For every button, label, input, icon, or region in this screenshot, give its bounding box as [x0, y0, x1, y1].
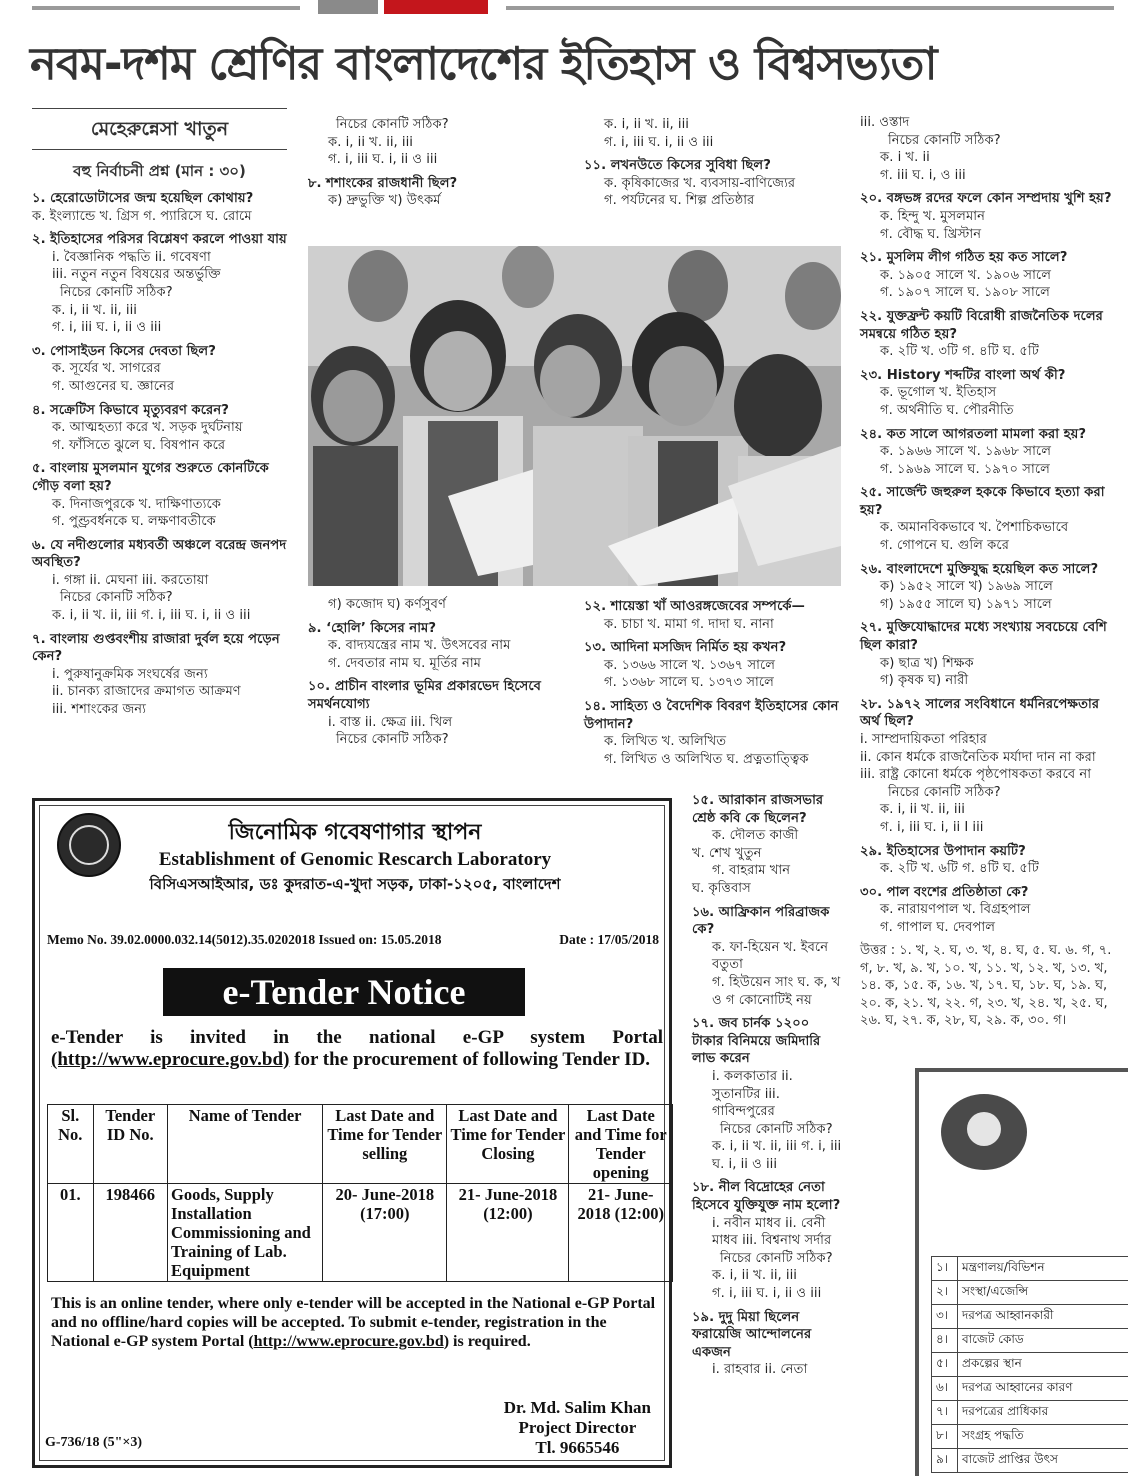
- answer-option: i. পুরুষানুক্রমিক সংঘর্ষের জন্য: [52, 666, 208, 682]
- question: ১. হেরোডোটাসের জন্ম হয়েছিল কোথায়?: [32, 191, 254, 206]
- answer-option: ক) ছাত্র খ) শিক্ষক: [880, 655, 974, 671]
- answer-option: খ. শেখ খুতুন: [692, 845, 762, 861]
- question-prompt: নিচের কোনটি সঠিক?: [336, 117, 449, 132]
- answer-option: গ. গোপনে ঘ. গুলি করে: [880, 538, 1009, 554]
- govt-table-cell: ৩।: [932, 1305, 958, 1329]
- answer-option: ক) দ্রুভুক্তি খ) উৎকর্ম: [328, 193, 441, 209]
- govt-table-cell: ৮।: [932, 1425, 958, 1449]
- students-reading-photo: [308, 246, 841, 586]
- answer-option: গ. i, iii ঘ. i, ii ও iii: [604, 134, 714, 150]
- govt-table-cell: প্রকল্পের স্থান: [958, 1353, 1128, 1377]
- answer-option: গ. i, iii ঘ. i, ii ও iii: [52, 320, 162, 336]
- question: ১০. প্রাচীন বাংলার ভূমির প্রকারভেদ হিসেবে সমর্থনযোগ্য: [308, 679, 541, 712]
- question: ৩. পোসাইডন কিসের দেবতা ছিল?: [32, 343, 216, 359]
- tender-table-cell: 21- June-2018 (12:00): [569, 1184, 673, 1282]
- questions-column-2-bottom: [308, 596, 578, 749]
- tender-note: [51, 1294, 667, 1351]
- answer-option: ii. কোন ধর্মকে রাজনৈতিক মর্যাদা দান না করা: [860, 749, 1096, 765]
- govt-notice-table: [931, 1256, 1128, 1473]
- answer-option: iii. নতুন নতুন বিষয়ের অন্তর্ভুক্তি: [52, 267, 221, 283]
- govt-table-row: [932, 1329, 1128, 1353]
- answer-option: iii. রাষ্ট্র কোনো ধর্মকে পৃষ্ঠপোষকতা করবে না: [860, 767, 1092, 783]
- question: ৮. শশাংকের রাজধানী ছিল?: [308, 175, 458, 191]
- answer-option: ক. ইংল্যান্ডে খ. গ্রিস গ. প্যারিসে ঘ. রোমে: [32, 208, 252, 224]
- header-rule-left: [32, 6, 300, 10]
- question: ২. ইতিহাসের পরিসর বিশ্লেষণ করলে পাওয়া যায়: [32, 232, 287, 248]
- answer-option: i. বৈজ্ঞানিক পদ্ধতি ii. গবেষণা: [52, 249, 211, 265]
- tender-table-header: Name of Tender: [168, 1105, 323, 1184]
- tender-table-cell: 20- June-2018 (17:00): [323, 1184, 447, 1282]
- question-prompt: নিচের কোনটি সঠিক?: [720, 1250, 833, 1266]
- answer-option: ক. i, ii খ. ii, iii: [328, 134, 413, 150]
- govt-table-cell: সংস্থা/এজেন্সি: [958, 1281, 1128, 1305]
- answer-option: ক. ফা-হিয়েন খ. ইবনে বতুতা: [712, 939, 829, 973]
- answer-option: ক. ১৩৬৬ সালে খ. ১৩৬৭ সালে: [604, 657, 776, 673]
- questions-column-2-top: [308, 116, 578, 210]
- tender-heading: e-Tender Notice: [163, 968, 525, 1016]
- tender-table-header: Last Date and Time for Tender opening: [569, 1105, 673, 1184]
- answer-option: গ. পুণ্ড্রবর্ধনকে ঘ. লক্ষণাবতীকে: [52, 514, 216, 530]
- answer-option: ক. i, ii খ. ii, iii: [712, 1268, 797, 1284]
- tender-title-bn: জিনোমিক গবেষণাগার স্থাপন: [228, 820, 482, 845]
- tender-intro: [51, 1027, 663, 1071]
- govt-table-row: [932, 1281, 1128, 1305]
- answer-option: ক. বাদ্যযন্ত্রের নাম খ. উৎসবের নাম: [328, 638, 511, 654]
- answer-option: গ. হিউয়েন সাং ঘ. ক, খ ও গ কোনোটিই নয়: [712, 974, 841, 1008]
- question: ২৮. ১৯৭২ সালের সংবিধানে ধর্মনিরপেক্ষতার অর্থ ছিল?: [860, 696, 1100, 730]
- govt-table-cell: ৬।: [932, 1377, 958, 1401]
- question: ৪. সক্রেটিস কিভাবে মৃত্যুবরণ করেন?: [32, 402, 229, 418]
- govt-table-row: [932, 1425, 1128, 1449]
- header-tab-red: [384, 0, 488, 14]
- answer-option: গ. অর্থনীতি ঘ. পৌরনীতি: [880, 402, 1014, 418]
- question: ২৭. মুক্তিযোদ্ধাদের মধ্যে সংখ্যায় সবচেয়ে বেশি ছিল কারা?: [860, 620, 1107, 654]
- questions-column-3-top: [584, 116, 842, 210]
- govt-table-cell: মন্ত্রণালয়/বিভিশন: [958, 1257, 1128, 1281]
- answer-option: ক. হিন্দু খ. মুসলমান: [880, 208, 986, 224]
- answer-option: গ. ১৯০৭ সালে ঘ. ১৯০৮ সালে: [880, 285, 1050, 301]
- question-prompt: নিচের কোনটি সঠিক?: [888, 784, 1001, 800]
- question-prompt: নিচের কোনটি সঠিক?: [720, 1121, 833, 1137]
- tender-title-en: Establishment of Genomic Rescarch Laboratory: [158, 849, 552, 870]
- answer-option: ক. i, ii খ. ii, iii গ. i, iii ঘ. i, ii ও iii: [52, 608, 251, 624]
- answer-option: গ. iii ঘ. i, ও iii: [880, 167, 966, 183]
- header-tab-gray: [318, 0, 378, 14]
- answer-option: গ. পর্যটনের ঘ. শিল্প প্রতিষ্ঠার: [604, 193, 755, 209]
- tender-table-cell: 21- June-2018 (12:00): [447, 1184, 569, 1282]
- answer-option: গ. দেবতার নাম ঘ. মূর্তির নাম: [328, 655, 482, 671]
- answer-option: ক. ২টি খ. ৬টি গ. ৪টি ঘ. ৫টি: [880, 861, 1039, 877]
- questions-column-1: [32, 184, 287, 719]
- answer-option: ii. চানক্য রাজাদের ক্রমাগত আক্রমণ: [52, 684, 241, 700]
- govt-table-cell: বাজেট প্রাপ্তির উৎস: [958, 1449, 1128, 1473]
- question: ১১. লখনউতে কিসের সুবিধা ছিল?: [584, 158, 771, 174]
- answer-option: ক. ২টি খ. ৩টি গ. ৪টি ঘ. ৫টি: [880, 344, 1039, 360]
- header-rule-right: [506, 6, 1114, 10]
- answer-option: ক. দৌলত কাজী: [712, 828, 799, 844]
- answer-option: i. বাস্ত ii. ক্ষেত্র iii. খিল: [328, 714, 453, 730]
- question: ১৮. নীল বিদ্রোহের নেতা হিসেবে যুক্তিযুক্ত নাম হলো?: [692, 1180, 841, 1214]
- govt-table-cell: সংগ্রহ পদ্ধতি: [958, 1425, 1128, 1449]
- answer-option: i. সাম্প্রদায়িকতা পরিহার: [860, 732, 987, 747]
- answer-option: ক. i, ii খ. ii, iii: [52, 302, 137, 318]
- question-prompt: নিচের কোনটি সঠিক?: [60, 284, 173, 300]
- govt-table-row: [932, 1257, 1128, 1281]
- answer-option: গ. গাপাল ঘ. দেবপাল: [880, 919, 996, 935]
- question: ১৯. দুদু মিয়া ছিলেন ফরায়েজি আন্দোলনের একজন: [692, 1309, 812, 1360]
- question: ৬. যে নদীগুলোর মধ্যবর্তী অঞ্চলে বরেন্দ্র জনপদ অবস্থিত?: [32, 537, 287, 571]
- questions-column-3-narrow: [692, 786, 842, 1379]
- tender-address: বিসিএসআইআর, ডঃ কুদরাত-এ-খুদা সড়ক, ঢাকা-১২০৫, বাংলাদেশ: [149, 875, 561, 893]
- answer-option: ক. ভূগোল খ. ইতিহাস: [880, 385, 997, 401]
- answer-option: ঘ. কৃত্তিবাস: [692, 880, 751, 896]
- signer-phone: Tl. 9665546: [535, 1438, 620, 1457]
- question: ২০. বঙ্গভঙ্গ রদের ফলে কোন সম্প্রদায় খুশি হয়?: [860, 191, 1112, 207]
- question: ১৫. আরাকান রাজসভার শ্রেষ্ঠ কবি কে ছিলেন?: [692, 793, 824, 826]
- page-title: নবম-দশম শ্রেণির বাংলাদেশের ইতিহাস ও বিশ্বসভ্যতা: [30, 37, 937, 90]
- govt-table-cell: ৯।: [932, 1449, 958, 1473]
- signer-name: Dr. Md. Salim Khan: [503, 1398, 651, 1417]
- answer-option: ক. লিখিত খ. অলিখিত: [604, 734, 727, 750]
- question: ৭. বাংলায় গুপ্তবংশীয় রাজারা দুর্বল হয়ে পড়েন কেন?: [32, 631, 280, 665]
- govt-table-row: [932, 1305, 1128, 1329]
- section-title: বহু নির্বাচনী প্রশ্ন (মান : ৩০): [73, 162, 246, 180]
- govt-emblem-center: [967, 1112, 1001, 1146]
- answer-option: ক) ১৯৫২ সালে খ) ১৯৬৯ সালে: [880, 579, 1053, 595]
- answer-option: গ. i, iii ঘ. i, ii I iii: [880, 819, 984, 835]
- govt-emblem-icon: [941, 1094, 1027, 1170]
- answer-option: গ. আগুনের ঘ. জ্ঞানের: [52, 378, 175, 394]
- question: ২৬. বাংলাদেশে মুক্তিযুদ্ধ হয়েছিল কত সালে?: [860, 561, 1099, 577]
- answer-option: ক. i খ. ii: [880, 150, 930, 166]
- answer-option: ক. ১৯০৫ সালে খ. ১৯০৬ সালে: [880, 267, 1052, 283]
- answer-option: ক. কৃষিকাজের খ. ব্যবসায়-বাণিজ্যের: [604, 175, 796, 191]
- tender-table-cell: 198466: [93, 1184, 168, 1282]
- eprocure-link[interactable]: (http://www.eprocure.gov.bd): [51, 1049, 290, 1070]
- ad-code: G-736/18 (5"×3): [45, 1435, 143, 1450]
- questions-column-4: [860, 114, 1122, 937]
- question: ২৪. কত সালে আগরতলা মামলা করা হয়?: [860, 426, 1087, 442]
- answer-option: i. গঙ্গা ii. মেঘনা iii. করতোয়া: [52, 572, 209, 588]
- govt-table-cell: ৭।: [932, 1401, 958, 1425]
- tender-intro-part2: for the procurement of following Tender ID.: [294, 1049, 651, 1070]
- tender-note-part1: This is an online tender, where only e-tender will be accepted in the National e-GP Portal and no offline/hard copies will be accepted. To submit e-tender, registration in the National e-GP system Portal (: [51, 1295, 656, 1350]
- question: ১২. শায়েস্তা খাঁ আওরঙ্গজেবের সম্পর্কে—: [584, 599, 805, 614]
- govt-table-cell: বাজেট কোড: [958, 1329, 1128, 1353]
- question-prompt: নিচের কোনটি সঠিক?: [888, 132, 1001, 148]
- tender-notice-box: [32, 798, 672, 1468]
- govt-table-cell: ১।: [932, 1257, 958, 1281]
- answer-option: গ. ফাঁসিতে ঝুলে ঘ. বিষপান করে: [52, 437, 226, 453]
- answer-option: ক. সূর্যের খ. সাগরের: [52, 361, 161, 377]
- answer-option: ক. i, ii খ. ii, iii: [880, 802, 965, 818]
- signer-title: Project Director: [518, 1418, 637, 1437]
- answer-option: গ. ১৩৬৮ সালে ঘ. ১৩৭৩ সালে: [604, 675, 774, 691]
- question: ২২. যুক্তফ্রন্ট কয়টি বিরোধী রাজনৈতিক দলের সমন্বয়ে গঠিত হয়?: [860, 308, 1103, 342]
- question: ২১. মুসলিম লীগ গঠিত হয় কত সালে?: [860, 250, 1068, 266]
- answer-option: ক. দিনাজপুরকে খ. দাক্ষিণাত্যকে: [52, 496, 222, 512]
- question: ১৬. আফ্রিকান পরিব্রাজক কে?: [692, 904, 830, 938]
- tender-table: [47, 1104, 673, 1282]
- answer-option: গ. বাহরাম খান: [712, 863, 791, 879]
- students-photo-art: [308, 246, 841, 586]
- question: ৩০. পাল বংশের প্রতিষ্ঠাতা কে?: [860, 884, 1029, 900]
- tender-table-header: Last Date and Time for Tender Closing: [447, 1105, 569, 1184]
- answer-option: ক. নারায়ণপাল খ. বিগ্রহপাল: [880, 902, 1031, 918]
- tender-intro-part1: e-Tender is invited in the national e-GP system Portal: [51, 1027, 663, 1048]
- answer-option: ক. চাচা খ. মামা গ. দাদা ঘ. নানা: [604, 616, 774, 632]
- answer-option: গ. i, iii ঘ. i, ii ও iii: [712, 1286, 822, 1302]
- govt-table-row: [932, 1377, 1128, 1401]
- answer-option: গ) কৃষক ঘ) নারী: [880, 673, 969, 689]
- answer-key: উত্তর : ১. খ, ২. ঘ, ৩. খ, ৪. ঘ, ৫. ঘ. ৬. গ, ৭. গ, ৮. খ, ৯. খ, ১০. খ, ১১. খ, ১২. খ, ১৩. খ, ১৪. ক, ১৫. ক, ১৬. খ, ১৭. ঘ, ১৮. ঘ, ১৯. ঘ, ২০. ক, ২১. খ, ২২. গ, ২৩. খ, ২৪. খ, ২৫. ঘ, ২৬. ঘ, ২৭. ক, ২৮, ঘ, ২৯. ক, ৩০. গ।: [860, 943, 1112, 1029]
- answer-option: গ. ১৯৬৯ সালে ঘ. ১৯৭০ সালে: [880, 461, 1050, 477]
- answer-option: i. রাহবার ii. নেতা: [712, 1362, 808, 1378]
- author-name: মেহেরুন্নেসা খাতুন: [32, 108, 287, 150]
- questions-column-3-bottom: [584, 592, 842, 768]
- answer-option: গ. লিখিত ও অলিখিত ঘ. প্রত্নতাত্ত্বিক: [604, 751, 809, 767]
- govt-table-row: [932, 1353, 1128, 1377]
- answer-option: গ. বৌদ্ধ ঘ. খ্রিস্টান: [880, 226, 982, 242]
- tender-date: Date : 17/05/2018: [559, 932, 659, 947]
- question: ১৪. সাহিত্য ও বৈদেশিক বিবরণ ইতিহাসের কোন উপাদান?: [584, 698, 839, 732]
- question: ১৭. জব চার্নক ১২০০ টাকার বিনিময়ে জমিদারি লাভ করেন: [692, 1016, 821, 1067]
- question: ৯. ‘হোলি’ কিসের নাম?: [308, 620, 436, 636]
- govt-notice-box: [915, 1068, 1128, 1476]
- govt-table-cell: ২।: [932, 1281, 958, 1305]
- govt-table-cell: দরপত্রের প্রাধিকার: [958, 1401, 1128, 1425]
- tender-table-cell: Goods, Supply Installation Commissioning and Training of Lab. Equipment: [168, 1184, 323, 1282]
- tender-table-cell: 01.: [48, 1184, 94, 1282]
- answer-option: গ. i, iii ঘ. i, ii ও iii: [328, 152, 438, 168]
- tender-signature: [504, 1398, 651, 1458]
- question-prompt: নিচের কোনটি সঠিক?: [60, 590, 173, 606]
- question-prompt: নিচের কোনটি সঠিক?: [336, 732, 449, 748]
- tender-note-part2: ) is required.: [443, 1333, 531, 1350]
- tender-memo: Memo No. 39.02.0000.032.14(5012).35.0202018 Issued on: 15.05.2018: [47, 932, 442, 947]
- answer-option: গ) কজোদ ঘ) কর্ণসুবর্ণ: [328, 597, 446, 612]
- tender-table-header: Sl. No.: [48, 1105, 94, 1184]
- question: ১৩. আদিনা মসজিদ নির্মিত হয় কখন?: [584, 640, 787, 656]
- govt-table-cell: দরপত্র আহ্বানের কারণ: [958, 1377, 1128, 1401]
- answer-option: ক. আত্মহত্যা করে খ. সড়ক দুর্ঘটনায়: [52, 420, 243, 436]
- govt-table-cell: ৪।: [932, 1329, 958, 1353]
- tender-table-header: Last Date and Time for Tender selling: [323, 1105, 447, 1184]
- question: ২৩. History শব্দটির বাংলা অর্থ কী?: [860, 367, 1066, 383]
- eprocure-link-2[interactable]: http://www.eprocure.gov.bd: [253, 1333, 444, 1350]
- govt-table-row: [932, 1401, 1128, 1425]
- answer-option: ক. ১৯৬৬ সালে খ. ১৯৬৮ সালে: [880, 444, 1052, 460]
- answer-option: ক. অমানবিকভাবে খ. পৈশাচিকভাবে: [880, 520, 1069, 536]
- question: ২৫. সার্জেন্ট জহুরুল হককে কিভাবে হত্যা করা হয়?: [860, 485, 1105, 518]
- govt-table-cell: ৫।: [932, 1353, 958, 1377]
- answer-option: i. কলকাতার ii. সুতানটির iii. গাবিন্দপুরের: [712, 1068, 793, 1120]
- question: ৫. বাংলায় মুসলমান যুগের শুরুতে কোনটিকে গৌড় বলা হয়?: [32, 461, 269, 494]
- govt-table-row: [932, 1449, 1128, 1473]
- answer-option: iii. ওস্তাদ: [860, 115, 910, 130]
- question: ২৯. ইতিহাসের উপাদান কয়টি?: [860, 843, 1026, 859]
- govt-table-cell: দরপত্র আহ্বানকারী: [958, 1305, 1128, 1329]
- answer-option: গ) ১৯৫৫ সালে ঘ) ১৯৭১ সালে: [880, 596, 1052, 612]
- tender-table-header: Tender ID No.: [93, 1105, 168, 1184]
- answer-option: iii. শশাংকের জন্য: [52, 702, 146, 718]
- answer-option: i. নবীন মাধব ii. বেনী মাধব iii. বিশ্বনাথ সর্দার: [712, 1215, 832, 1249]
- answer-option: ক. i, ii খ. ii, iii গ. i, iii ঘ. i, ii ও iii: [712, 1139, 842, 1172]
- answer-option: ক. i, ii খ. ii, iii: [604, 117, 689, 132]
- tender-table-row: [48, 1184, 673, 1282]
